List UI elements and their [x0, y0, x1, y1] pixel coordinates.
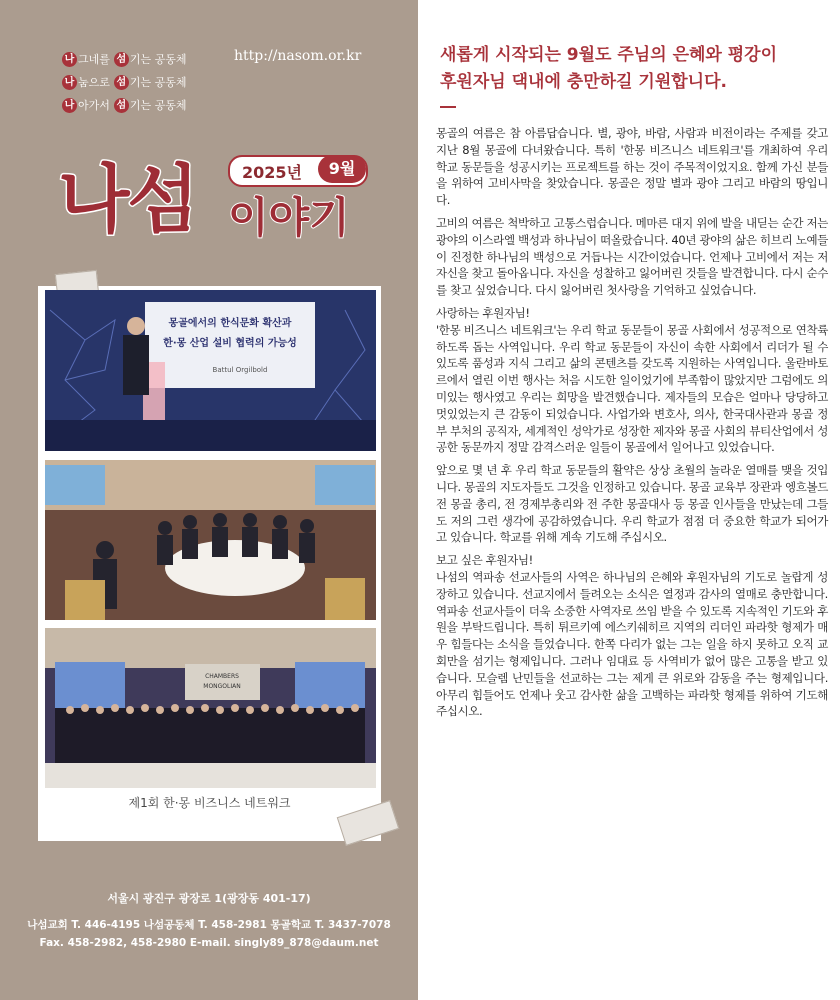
motto-dot: 섬	[114, 52, 129, 67]
motto-dot: 섬	[114, 98, 129, 113]
photo-banquet	[45, 460, 376, 620]
article-body	[436, 125, 828, 726]
paragraph: 몽골의 여름은 참 아름답습니다. 별, 광야, 바람, 사람과 비전이라는 주제를 갖고 지난 8월 몽골에 다녀왔습니다. 특히 '한몽 비즈니스 네트워크'를 개최하여 우리 학교 동문들을 성공시키는 프로젝트를 하는 것이 주목적이었지요. 함께 가신 분들을 위하여 고비사막을 찾았습니다. 몽골은 정말 별과 광야 그리고 바람의 땅입니다.	[436, 126, 828, 208]
paragraph: 고비의 여름은 척박하고 고통스럽습니다. 메마른 대지 위에 발을 내딛는 순간 저는 광야의 이스라엘 백성과 하나님이 떠올랐습니다. 40년 광야의 삶은 히브리 노예들이 진정한 하나님의 백성으로 거듭나는 시간이었습니다. 언제나 고비에서 저는 저 자신을 찾고 돌아옵니다. 자신을 성찰하고 잃어버린 것들을 발견합니다. 다시 순수를 찾고 싶었습니다. 다시 잃어버린 첫사랑을 기억하고 싶었습니다.	[436, 215, 828, 298]
motto	[62, 48, 187, 117]
photo-caption: 제1회 한·몽 비즈니스 네트워크	[128, 796, 291, 810]
motto-text: 기는 공동체	[129, 76, 187, 89]
logo-sub: 이야기	[228, 193, 350, 242]
banquet-illustration	[45, 460, 376, 620]
issue-badge	[228, 155, 368, 187]
motto-line-1	[62, 48, 187, 71]
motto-line-3	[62, 94, 187, 117]
motto-dot: 섬	[114, 75, 129, 90]
motto-text: 그네를	[78, 53, 110, 66]
title-divider	[440, 106, 456, 108]
banner-text-2: MONGOLIAN	[203, 683, 241, 690]
issue-year: 2025년	[242, 163, 302, 182]
motto-text: 눔으로	[78, 76, 110, 89]
article-title	[440, 42, 830, 96]
logo-main: 나섬	[58, 157, 197, 243]
paragraph: 앞으로 몇 년 후 우리 학교 동문들의 활약은 상상 초월의 놀라운 열매를 맺을 것입니다. 몽골의 지도자들도 그것을 인정하고 있습니다. 몽골 교육부 장관과 엥흐볼드 전 몽골 총리, 전 경제부총리와 전 주한 몽골대사 등 몽골 인사들을 만났는데 그들도 저의 그런 생각에 공감하였습니다. 우리 학교가 점점 더 중요한 학교가 되어가고 있습니다. 학교를 위해 계속 기도해 주십시오.	[436, 463, 828, 545]
article-title-line-2: 후원자님 댁내에 충만하길 기원합니다.	[440, 72, 727, 92]
group-illustration	[45, 628, 376, 788]
paragraph-text: 나섬의 역파송 선교사들의 사역은 하나님의 은혜와 후원자님의 기도로 놀랍게 성장하고 있습니다. 선교지에서 들려오는 소식은 열정과 감사의 열매로 충만합니다. 역파송 선교사들이 더욱 소중한 사역자로 쓰임 받을 수 있도록 지속적인 기도와 후원을 부탁드립니다. 특히 튀르키예 에스키쉐히르 지역의 리더인 파라핫 형제가 매우 힘들다는 소식을 들었습니다. 한쪽 다리가 없는 그는 일을 하지 못하고 오직 교회만을 섬기는 형제입니다. 그러나 임대료 등 사역비가 없어 많은 고통을 받고 있습니다. 모슬렘 난민들을 선교하는 그는 제게 큰 위로와 감동을 주는 형제입니다. 아무리 힘들어도 언제나 웃고 감사한 삶을 고백하는 파라핫 형제를 위하여 기도해 주십시오.	[436, 569, 828, 719]
photo-presentation	[45, 290, 376, 451]
website-url[interactable]: http://nasom.or.kr	[234, 48, 362, 64]
address: 서울시 광진구 광장로 1(광장동 401-17)	[107, 892, 311, 905]
paragraph	[436, 552, 828, 720]
motto-dot: 나	[62, 75, 77, 90]
article-title-line-1: 새롭게 시작되는 9월도 주님의 은혜와 평강이	[440, 45, 778, 65]
article-panel	[418, 0, 840, 1000]
motto-text: 기는 공동체	[129, 99, 187, 112]
photo-group	[45, 628, 376, 788]
greeting: 사랑하는 후원자님!	[436, 305, 530, 320]
slide-speaker: Battul Orgilbold	[212, 366, 268, 374]
issue-month: 9월	[318, 155, 366, 183]
motto-text: 아가서	[78, 99, 110, 112]
paragraph	[436, 305, 828, 456]
paragraph-text: '한몽 비즈니스 네트워크'는 우리 학교 동문들이 몽골 사회에서 성공적으로 연착륙하도록 돕는 사역입니다. 우리 학교 동문들이 자신이 속한 사회에서 리더가 될 수 있도록 품성과 지식 그리고 삶의 콘텐츠를 갖도록 지원하는 사역입니다. 울란바토르에서 열린 이번 행사는 처음 시도한 일이었기에 부족함이 많았지만 그럼에도 의미있는 행사였고 우리는 희망을 발견했습니다. 제자들의 모습은 얼마나 당당하고 멋있었는지 큰 감동이 되었습니다. 사업가와 변호사, 의사, 한국대사관과 몽골 정부 부처의 공직자, 세계적인 성악가로 성장한 제자와 몽골 사회의 뷰티산업에서 성공한 동문까지 정말 감격스러운 일들이 몽골에서 일어나고 있었습니다.	[436, 322, 828, 455]
phone-numbers: 나섬교회 T. 446-4195 나섬공동체 T. 458-2981 몽골학교 T. 3437-7078	[27, 919, 391, 931]
banner-text-1: CHAMBERS	[205, 673, 239, 680]
slide-title-2: 한·몽 산업 설비 협력의 가능성	[163, 338, 297, 349]
motto-dot: 나	[62, 98, 77, 113]
motto-dot: 나	[62, 52, 77, 67]
presentation-illustration	[45, 290, 376, 451]
motto-text: 기는 공동체	[129, 53, 187, 66]
greeting: 보고 싶은 후원자님!	[436, 553, 533, 568]
motto-line-2	[62, 71, 187, 94]
contact-footer	[0, 890, 418, 952]
fax-email: Fax. 458-2982, 458-2980 E-mail. singly89_878@daum.net	[39, 937, 379, 949]
slide-title-1: 몽골에서의 한식문화 확산과	[168, 318, 292, 329]
